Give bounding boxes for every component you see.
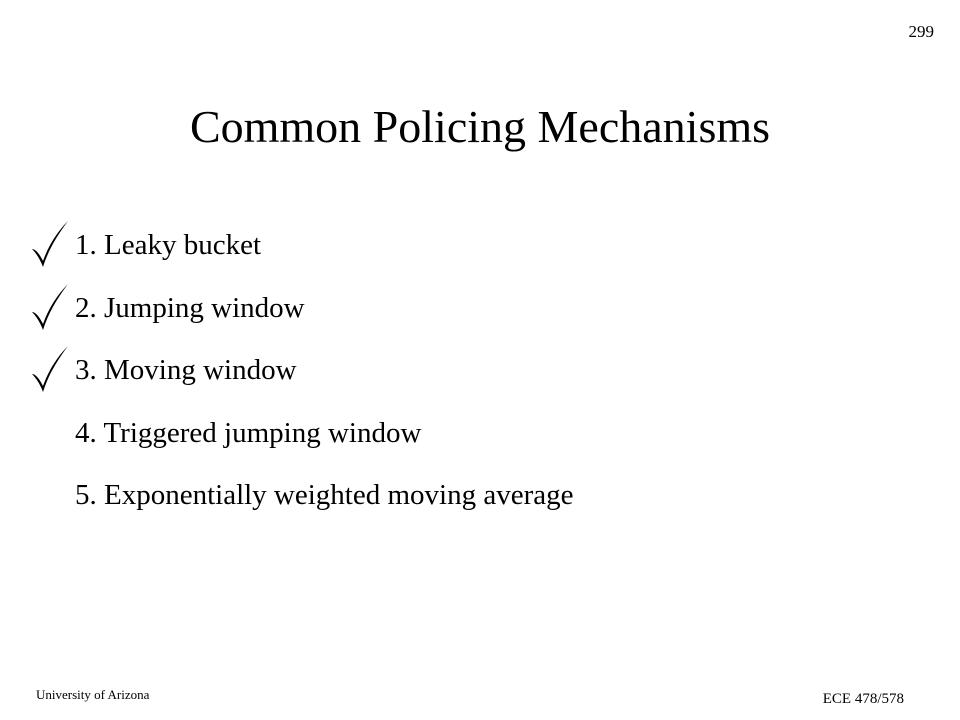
slide-title: Common Policing Mechanisms bbox=[189, 101, 771, 152]
list-item-label: 5. Exponentially weighted moving average bbox=[75, 479, 574, 511]
page-number: 299 bbox=[908, 22, 934, 41]
list-item-label: 4. Triggered jumping window bbox=[75, 416, 422, 449]
checkmark-icon bbox=[28, 344, 70, 394]
list-item bbox=[0, 288, 960, 351]
list-item bbox=[0, 413, 960, 476]
list-item bbox=[0, 225, 960, 288]
list-item bbox=[0, 350, 960, 413]
list-item-label: 3. Moving window bbox=[75, 354, 297, 386]
footer-institution: University of Arizona bbox=[36, 687, 150, 702]
footer-course: ECE 478/578 bbox=[822, 691, 904, 707]
checkmark-icon bbox=[28, 282, 70, 332]
list-item-label: 2. Jumping window bbox=[75, 291, 305, 324]
list-item bbox=[0, 475, 960, 538]
list-item-label: 1. Leaky bucket bbox=[75, 229, 262, 261]
mechanism-list bbox=[0, 225, 960, 538]
checkmark-icon bbox=[28, 219, 70, 269]
